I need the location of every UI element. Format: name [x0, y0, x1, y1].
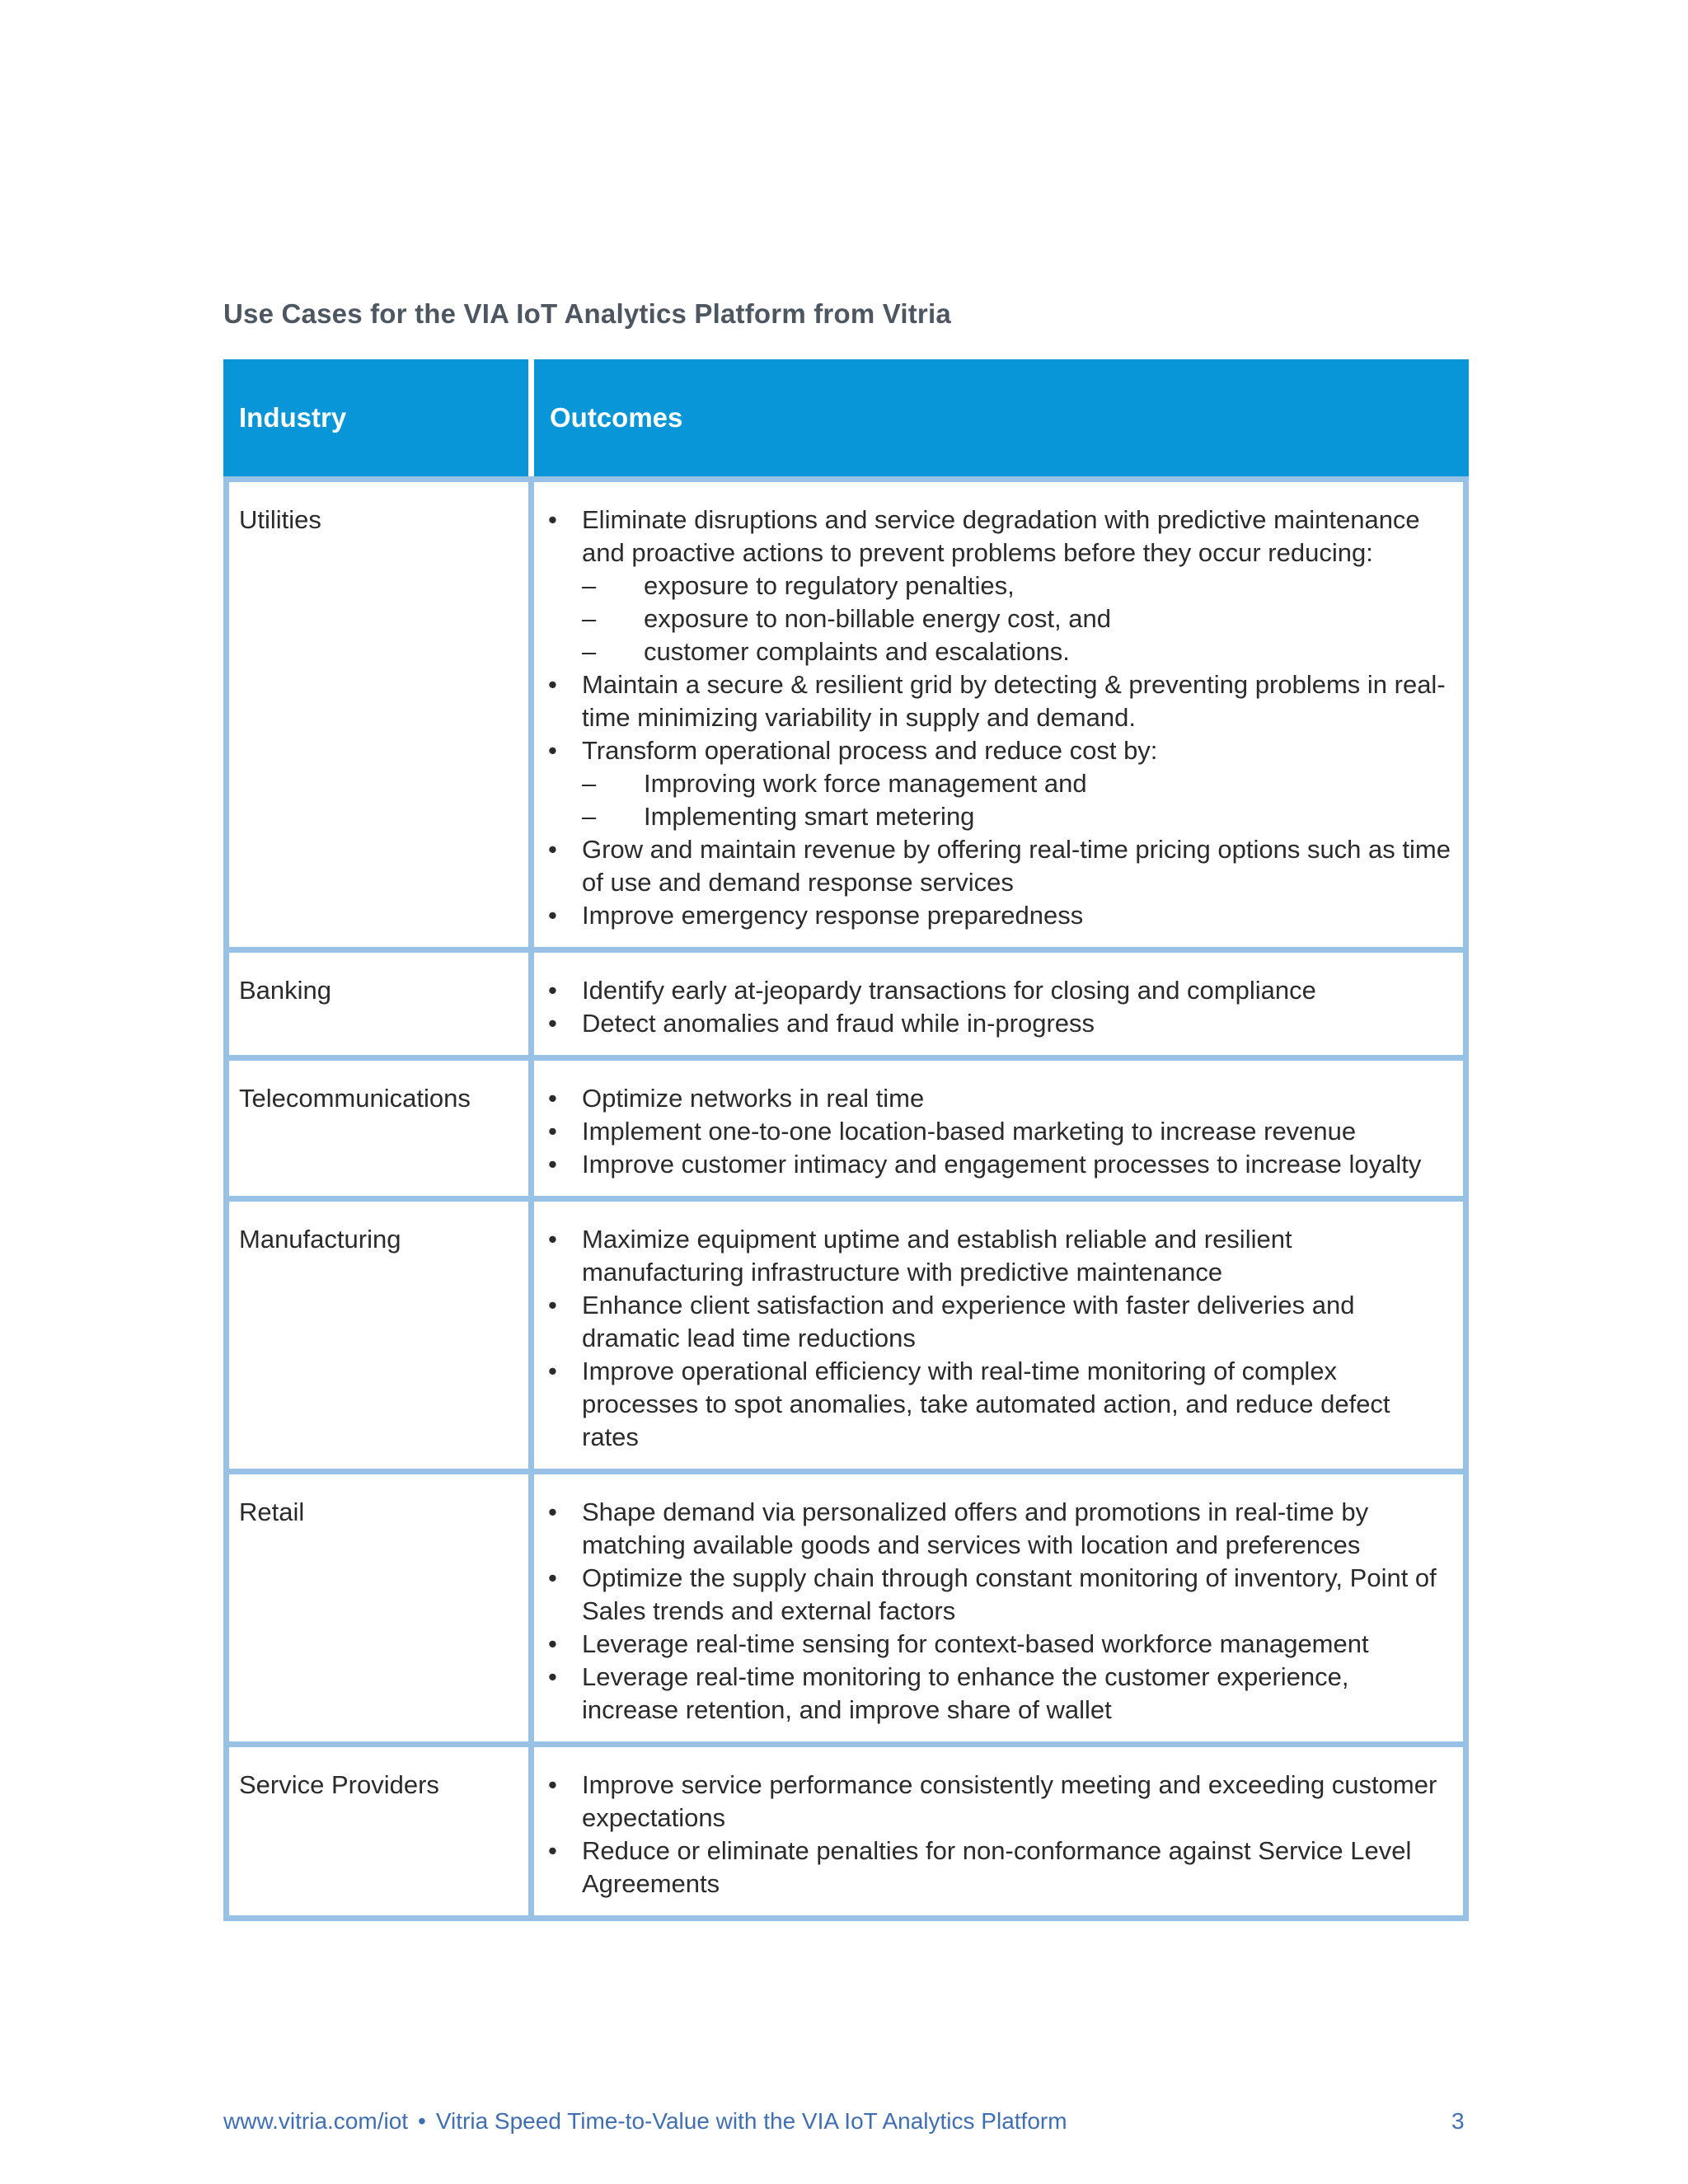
industry-cell: Banking: [229, 953, 528, 1055]
list-item: [546, 974, 1451, 1007]
outcome-text: Improve operational efficiency with real-time monitoring of complex processes to spot anomalies, take automated action, and reduce defect rates: [582, 1357, 1390, 1451]
sub-list-item: [582, 767, 1451, 800]
outcome-text: Shape demand via personalized offers and promotions in real-time by matching available goods and services with location and preferences: [582, 1497, 1369, 1559]
dash-icon: –: [582, 769, 597, 798]
outcome-text: Improve service performance consistently meeting and exceeding customer expectations: [582, 1770, 1437, 1832]
table-row: [229, 1474, 1463, 1741]
list-item: [546, 1628, 1451, 1661]
list-item: [546, 1082, 1451, 1115]
footer-url-link[interactable]: www.vitria.com/iot: [223, 2108, 409, 2134]
bullet-icon: •: [548, 1770, 557, 1799]
bullet-icon: •: [548, 976, 557, 1005]
outcomes-list: [546, 1223, 1451, 1454]
dash-icon: –: [582, 637, 597, 666]
outcomes-list: [546, 974, 1451, 1040]
dash-icon: –: [582, 571, 597, 600]
outcomes-list: [546, 1496, 1451, 1727]
list-item: [546, 1148, 1451, 1181]
industry-cell: Telecommunications: [229, 1061, 528, 1196]
table-body: [229, 482, 1463, 1915]
sub-item-text: exposure to non-billable energy cost, and: [644, 604, 1111, 633]
outcome-text: Reduce or eliminate penalties for non-conformance against Service Level Agreements: [582, 1836, 1412, 1898]
list-item: [546, 1835, 1451, 1900]
list-item: [546, 899, 1451, 932]
bullet-icon: •: [548, 505, 557, 534]
outcomes-cell: [534, 482, 1463, 947]
sub-list-item: [582, 602, 1451, 635]
table-row: [229, 953, 1463, 1055]
outcomes-cell: [534, 1747, 1463, 1915]
list-item: [546, 668, 1451, 734]
bullet-icon: •: [548, 1084, 557, 1113]
outcomes-cell: [534, 1474, 1463, 1741]
bullet-icon: •: [548, 901, 557, 930]
outcomes-list: [546, 504, 1451, 932]
outcome-text: Maximize equipment uptime and establish reliable and resilient manufacturing infrastructure with predictive maintenance: [582, 1225, 1292, 1286]
outcome-text: Improve emergency response preparedness: [582, 901, 1084, 930]
outcome-text: Enhance client satisfaction and experience with faster deliveries and dramatic lead time reductions: [582, 1291, 1355, 1352]
bullet-icon: •: [548, 1357, 557, 1385]
dash-icon: –: [582, 604, 597, 633]
list-item: [546, 1355, 1451, 1454]
outcome-text: Maintain a secure & resilient grid by detecting & preventing problems in real-time minimizing variability in supply and demand.: [582, 670, 1446, 732]
outcomes-list: [546, 1769, 1451, 1900]
list-item: [546, 833, 1451, 899]
list-item: [546, 1562, 1451, 1628]
industry-cell: Retail: [229, 1474, 528, 1741]
outcomes-cell: [534, 953, 1463, 1055]
list-item: [546, 734, 1451, 833]
outcome-text: Optimize networks in real time: [582, 1084, 925, 1113]
sub-list-item: [582, 800, 1451, 833]
sub-item-text: Implementing smart metering: [644, 802, 975, 831]
sub-item-text: customer complaints and escalations.: [644, 637, 1070, 666]
list-item: [546, 1661, 1451, 1727]
outcome-text: Identify early at-jeopardy transactions for closing and compliance: [582, 976, 1316, 1005]
sub-item-text: Improving work force management and: [644, 769, 1087, 798]
outcome-text: Eliminate disruptions and service degradation with predictive maintenance and proactive actions to prevent problems before they occur reducing:: [582, 505, 1420, 567]
bullet-icon: •: [548, 1662, 557, 1691]
list-item: [546, 1115, 1451, 1148]
sub-list-item: [582, 635, 1451, 668]
bullet-icon: •: [548, 1497, 557, 1526]
outcome-text: Transform operational process and reduce cost by:: [582, 736, 1158, 765]
bullet-icon: •: [548, 1117, 557, 1146]
list-item: [546, 1289, 1451, 1355]
outcome-text: Leverage real-time sensing for context-based workforce management: [582, 1629, 1369, 1658]
list-item: [546, 504, 1451, 668]
bullet-icon: •: [548, 736, 557, 765]
bullet-icon: •: [548, 1225, 557, 1254]
sub-list: [582, 767, 1451, 833]
bullet-icon: •: [548, 1629, 557, 1658]
bullet-icon: •: [548, 1291, 557, 1319]
list-item: [546, 1007, 1451, 1040]
page-number: 3: [1451, 2108, 1465, 2134]
footer-separator: •: [418, 2108, 426, 2134]
header-outcomes: Outcomes: [550, 402, 683, 433]
outcomes-list: [546, 1082, 1451, 1181]
bullet-icon: •: [548, 835, 557, 864]
industry-cell: Service Providers: [229, 1747, 528, 1915]
outcome-text: Grow and maintain revenue by offering real-time pricing options such as time of use and demand response services: [582, 835, 1451, 897]
list-item: [546, 1769, 1451, 1835]
industry-cell: Manufacturing: [229, 1202, 528, 1469]
table-row: [229, 1747, 1463, 1915]
list-item: [546, 1223, 1451, 1289]
outcomes-cell: [534, 1061, 1463, 1196]
outcome-text: Implement one-to-one location-based marketing to increase revenue: [582, 1117, 1357, 1146]
outcome-text: Optimize the supply chain through constant monitoring of inventory, Point of Sales trends and external factors: [582, 1563, 1437, 1625]
sub-list-item: [582, 569, 1451, 602]
table-header-row: [223, 359, 1469, 476]
outcome-text: Leverage real-time monitoring to enhance the customer experience, increase retention, and improve share of wallet: [582, 1662, 1349, 1724]
list-item: [546, 1496, 1451, 1562]
use-cases-table: [223, 359, 1469, 1921]
header-industry: Industry: [223, 359, 534, 476]
bullet-icon: •: [548, 1150, 557, 1179]
table-row: [229, 1202, 1463, 1469]
outcome-text: Detect anomalies and fraud while in-progress: [582, 1009, 1095, 1038]
footer: [223, 2108, 1067, 2135]
dash-icon: –: [582, 802, 597, 831]
sub-list: [582, 569, 1451, 668]
industry-cell: Utilities: [229, 482, 528, 947]
bullet-icon: •: [548, 670, 557, 699]
sub-item-text: exposure to regulatory penalties,: [644, 571, 1015, 600]
bullet-icon: •: [548, 1836, 557, 1865]
footer-document-title: Vitria Speed Time-to-Value with the VIA IoT Analytics Platform: [435, 2108, 1067, 2134]
page-title: Use Cases for the VIA IoT Analytics Platform from Vitria: [223, 298, 951, 329]
bullet-icon: •: [548, 1009, 557, 1038]
bullet-icon: •: [548, 1563, 557, 1592]
outcomes-cell: [534, 1202, 1463, 1469]
table-row: [229, 1061, 1463, 1196]
outcome-text: Improve customer intimacy and engagement processes to increase loyalty: [582, 1150, 1422, 1179]
table-row: [229, 482, 1463, 947]
